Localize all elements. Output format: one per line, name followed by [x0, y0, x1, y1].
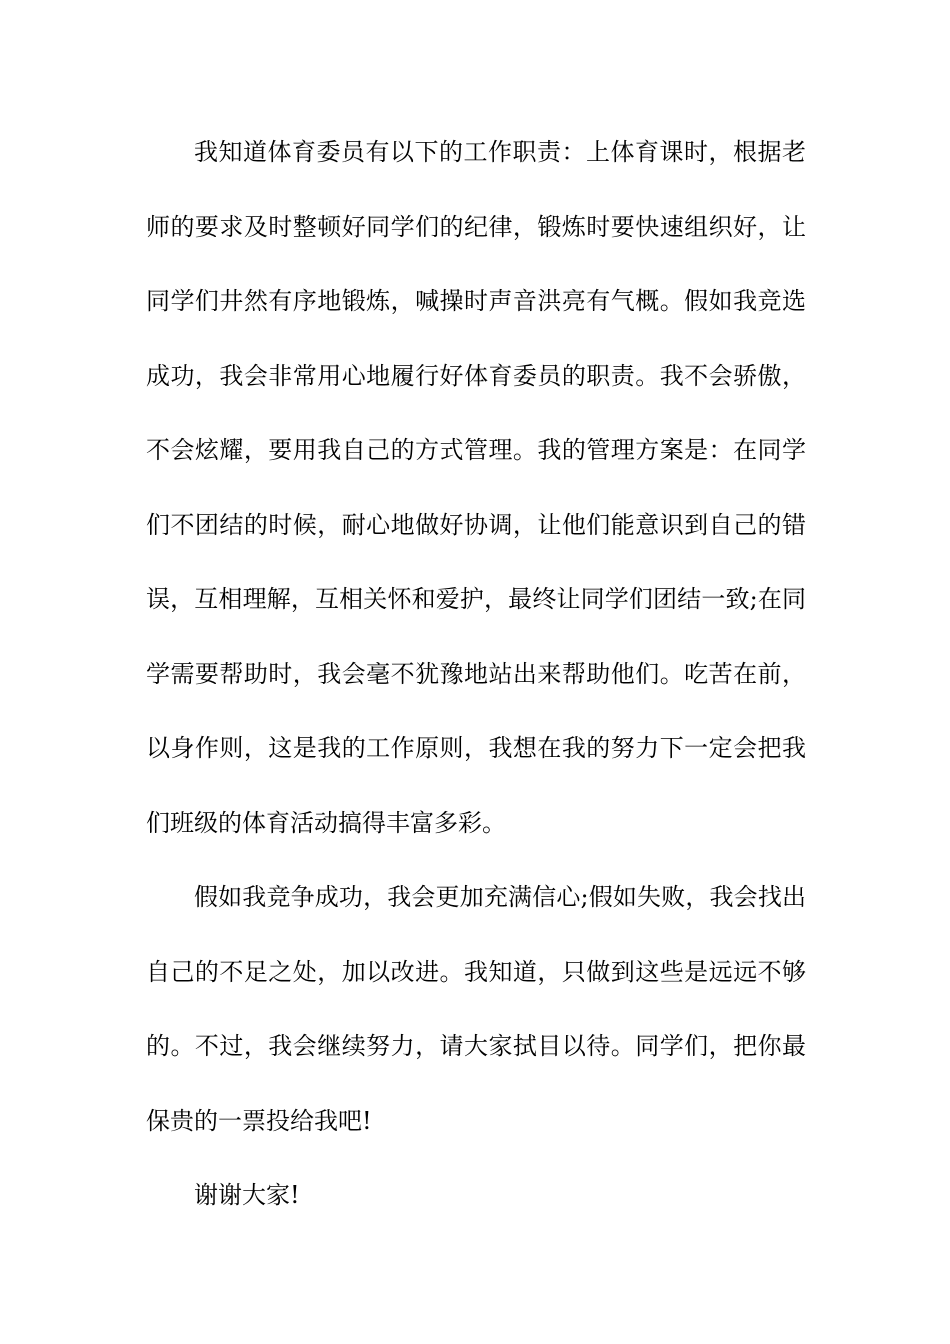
text-line: 我知道体育委员有以下的工作职责：上体育课时，根据老 — [194, 138, 806, 166]
text-line: 误，互相理解，互相关怀和爱护，最终让同学们团结一致;在同 — [146, 585, 806, 613]
text-line: 们班级的体育活动搞得丰富多彩。 — [146, 808, 506, 837]
text-line: 谢谢大家! — [194, 1181, 300, 1209]
text-line: 成功，我会非常用心地履行好体育委员的职责。我不会骄傲， — [146, 361, 806, 390]
text-line: 以身作则，这是我的工作原则，我想在我的努力下一定会把我 — [146, 734, 806, 762]
text-line: 同学们井然有序地锻炼，喊操时声音洪亮有气概。假如我竞选 — [146, 287, 806, 315]
text-line: 自己的不足之处，加以改进。我知道，只做到这些是远远不够 — [146, 957, 806, 986]
text-line: 不会炫耀，要用我自己的方式管理。我的管理方案是：在同学 — [146, 436, 806, 464]
text-line: 们不团结的时候，耐心地做好协调，让他们能意识到自己的错 — [146, 510, 806, 539]
paragraph-3 — [146, 1173, 806, 1248]
text-line: 的。不过，我会继续努力，请大家拭目以待。同学们，把你最 — [146, 1032, 806, 1060]
text-line: 保贵的一票投给我吧! — [146, 1106, 372, 1135]
text-line: 假如我竞争成功，我会更加充满信心;假如失败，我会找出 — [194, 883, 806, 911]
text-line: 师的要求及时整顿好同学们的纪律，锻炼时要快速组织好，让 — [146, 212, 806, 241]
document-body — [146, 130, 806, 1248]
text-line: 学需要帮助时，我会毫不犹豫地站出来帮助他们。吃苦在前， — [146, 659, 806, 688]
paragraph-2 — [146, 875, 806, 1173]
paragraph-1 — [146, 130, 806, 875]
